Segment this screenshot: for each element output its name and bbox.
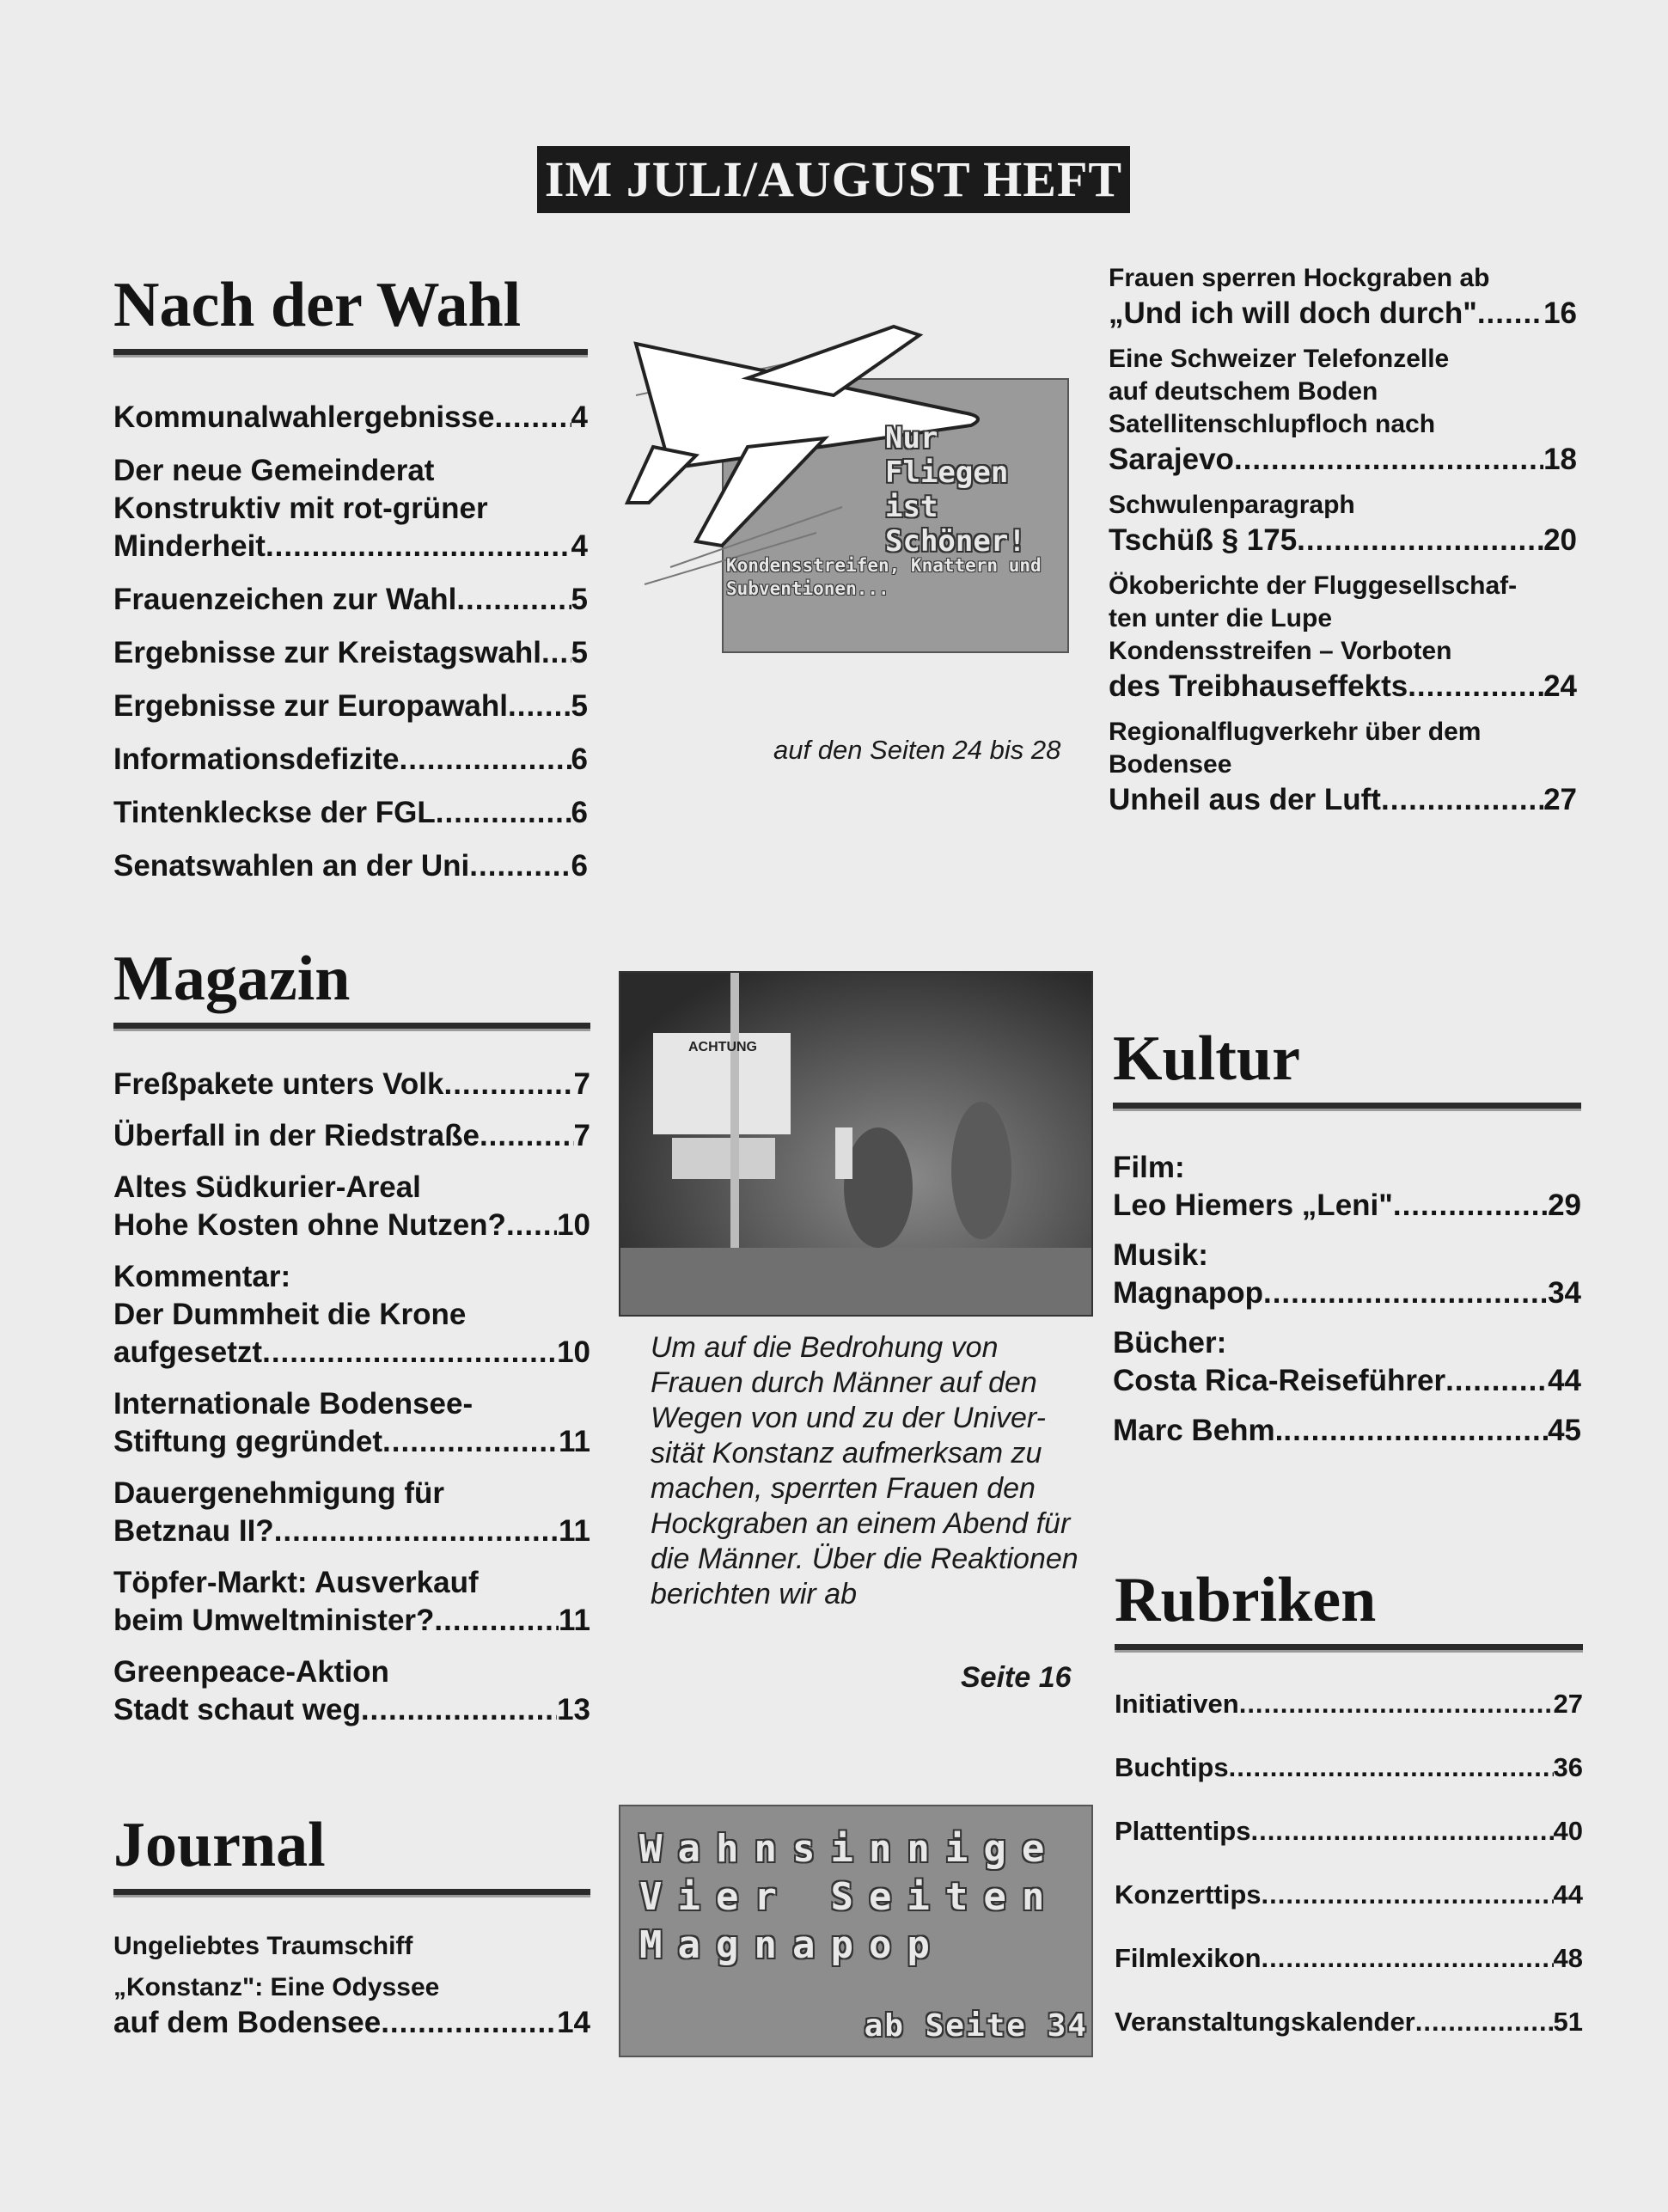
toc-entry-title: Ergebnisse zur Kreistagswahl [113,636,541,669]
toc-entry [113,794,588,832]
toc-entry-subtitle: Frauen sperren Hockgraben ab [1109,264,1490,292]
toc-entry-page: 10 [557,1335,590,1369]
section-title-wahl: Nach der Wahl [113,270,522,340]
toc-entry-subtitle: Der neue Gemeinderat [113,454,435,487]
toc-entry [1115,1878,1583,1912]
toc-entry-title: Magnapop [1113,1276,1263,1310]
dot-leader [1239,1687,1554,1721]
toc-entry-title: Hohe Kosten ohne Nutzen? [113,1208,506,1242]
section-rule [113,1889,590,1897]
section-rule [113,349,588,357]
dot-leader [1250,1814,1553,1848]
toc-entry-line [1109,668,1577,706]
toc-entry-title: Veranstaltungskalender [1115,2007,1415,2037]
toc-entry-title: auf dem Bodensee [113,2006,382,2039]
toc-entry-title: Frauenzeichen zur Wahl [113,583,457,616]
toc-entry-subtitle: Der Dummheit die Krone [113,1298,467,1331]
section-rule [1113,1103,1581,1111]
toc-entry-line [113,1423,590,1461]
dot-leader [494,399,571,437]
toc-entry-page: 13 [557,1693,590,1726]
toc-entry-page: 7 [573,1067,590,1101]
toc-entry-title: Unheil aus der Luft [1109,783,1381,816]
toc-entry-page: 27 [1553,1689,1583,1719]
toc-list-wahl [113,399,588,885]
section-journal [113,1810,590,2050]
dot-leader [266,528,571,565]
toc-entry-subtitle: Konstruktiv mit rot-grüner [113,492,488,525]
toc-entry-line [113,794,588,832]
toc-entry-title: des Treibhauseffekts [1109,669,1408,703]
toc-entry-page: 6 [571,849,588,883]
toc-entry-page: 16 [1543,296,1577,330]
toc-entry-line [1109,781,1577,819]
dot-leader [1283,1412,1548,1450]
toc-entry-line [113,1334,590,1372]
dot-leader [1445,1362,1548,1400]
toc-entry-title: Stiftung gegründet [113,1425,383,1458]
toc-entry-title: Informationsdefizite [113,742,400,776]
dot-leader [400,741,571,779]
toc-entry-page: 5 [571,636,588,669]
dot-leader [1297,522,1543,559]
toc-entry-line [113,2004,590,2042]
toc-entry [1109,262,1577,333]
toc-entry [113,1475,590,1550]
dot-leader [361,1691,557,1729]
toc-entry-page: 11 [559,1425,590,1458]
toc-entry-title: „Und ich will doch durch" [1109,296,1477,330]
section-title-journal: Journal [113,1810,326,1880]
dot-leader [381,2004,557,2042]
toc-entry [113,399,588,437]
toc-entry [113,1564,590,1640]
toc-entry [1115,1814,1583,1848]
plane-headline: Nur Fliegen ist Schöner! [885,421,1026,559]
photo-page-ref: Seite 16 [961,1661,1072,1694]
toc-entry [1115,1751,1583,1785]
toc-entry-line [113,1207,590,1244]
dot-leader [1262,1941,1554,1976]
toc-entry [1113,1149,1581,1225]
toc-entry-line [1115,1814,1583,1848]
toc-entry-line [1115,1941,1583,1976]
toc-entry-subtitle: Ökoberichte der Fluggesellschaf- [1109,571,1518,600]
toc-entry-title: aufgesetzt [113,1335,263,1369]
toc-entry-page: 4 [571,400,588,434]
toc-entry-title: Costa Rica-Reiseführer [1113,1364,1446,1397]
toc-entry-page: 11 [559,1604,590,1637]
toc-entry-page: 44 [1553,1879,1583,1910]
toc-entry [113,1930,590,1963]
toc-entry-page: 4 [571,529,588,563]
toc-entry [1113,1237,1581,1312]
dot-leader [434,1602,559,1640]
toc-entry [1115,2005,1583,2039]
toc-entry-line [1115,1751,1583,1785]
toc-entry-page: 51 [1553,2007,1583,2037]
toc-entry-subtitle: Greenpeace-Aktion [113,1655,389,1689]
toc-entry-subtitle: ten unter die Lupe [1109,604,1333,632]
toc-entry-page: 20 [1543,523,1577,557]
toc-entry-page: 44 [1548,1364,1581,1397]
magnapop-promo [619,1805,1093,2057]
magnapop-headline: Wahnsinnige Vier Seiten Magnapop [639,1827,1060,1967]
sign-text: ACHTUNG [688,1040,757,1054]
dot-leader [1393,1187,1548,1225]
dot-leader [506,1207,557,1244]
toc-entry-line [1113,1187,1581,1225]
dot-leader [1381,781,1543,819]
dot-leader [1477,295,1543,333]
toc-entry-title: Betznau II? [113,1514,274,1548]
photo-caption: Um auf die Bedrohung von Frauen durch Männer auf den Wegen von und zu der Univer-sität Konstanz aufmerksam zu machen, sperrten Frauen den Hockgraben an einem Abend für die Männer. Über die Reaktionen berichten wir ab [651,1331,1078,1610]
toc-entry-page: 34 [1548,1276,1581,1310]
toc-entry-page: 11 [559,1514,590,1548]
dot-leader [541,634,571,672]
dot-leader [1415,2005,1554,2039]
toc-entry-page: 36 [1553,1752,1583,1782]
plane-subline: Kondensstreifen, Knattern und Subventionen... [726,555,1042,599]
toc-entry [1115,1687,1583,1721]
toc-entry-title: Plattentips [1115,1816,1251,1846]
toc-entry-page: 40 [1553,1816,1583,1846]
toc-entry-line [1109,295,1577,333]
toc-entry [113,452,588,565]
toc-entry [113,1385,590,1461]
toc-entry-title: beim Umweltminister? [113,1604,435,1637]
toc-entry-page: 10 [557,1208,590,1242]
toc-entry-line [1113,1412,1581,1450]
toc-entry [113,1117,590,1155]
toc-entry-line [113,847,588,885]
section-rule [1115,1644,1583,1653]
toc-list-right [1109,262,1577,819]
toc-entry-line [113,1117,590,1155]
toc-entry-line [113,1691,590,1729]
toc-entry-page: 27 [1543,783,1577,816]
toc-entry-subtitle: Eine Schweizer Telefonzelle [1109,345,1450,373]
toc-entry [113,581,588,619]
toc-entry [1109,570,1577,706]
section-rubriken [1115,1565,1583,2068]
plane-promo [619,318,1074,653]
magnapop-page-ref: ab Seite 34 [864,2008,1088,2044]
toc-list-rubriken [1115,1687,1583,2039]
toc-entry-page: 6 [571,796,588,829]
toc-entry-page: 45 [1548,1414,1581,1447]
dot-leader [382,1423,559,1461]
toc-entry-line [113,1066,590,1103]
section-rule [113,1023,590,1031]
toc-entry-subtitle: Musik: [1113,1238,1208,1272]
toc-entry-line [1115,1878,1583,1912]
dot-leader [469,847,571,885]
toc-entry-subtitle: Dauergenehmigung für [113,1476,445,1510]
toc-entry [113,1653,590,1729]
section-title-rubriken: Rubriken [1115,1565,1377,1635]
dot-leader [1263,1274,1548,1312]
toc-entry [1109,343,1577,479]
toc-entry-line [1113,1362,1581,1400]
dot-leader [1234,441,1543,479]
issue-banner: IM JULI/AUGUST HEFT [537,146,1130,213]
toc-entry-line [113,687,588,725]
toc-entry-subtitle: Kondensstreifen – Vorboten [1109,637,1452,665]
hockgraben-photo [619,971,1093,1317]
toc-entry-title: Senatswahlen an der Uni [113,849,470,883]
section-kultur [1113,1024,1581,1462]
toc-entry-title: Überfall in der Riedstraße [113,1119,480,1152]
toc-entry [113,1258,590,1372]
toc-entry [113,741,588,779]
toc-entry-page: 48 [1553,1943,1583,1973]
toc-entry [1115,1941,1583,1976]
dot-leader [443,1066,573,1103]
dot-leader [1408,668,1543,706]
toc-entry-title: Kommunalwahlergebnisse [113,400,495,434]
toc-entry-page: 5 [571,583,588,616]
toc-list-kultur [1113,1149,1581,1450]
section-right-top [1109,262,1577,829]
toc-entry-line [1115,1687,1583,1721]
toc-entry-page: 14 [557,2006,590,2039]
toc-entry [1113,1412,1581,1450]
toc-entry [1109,489,1577,559]
toc-entry-title: Tschüß § 175 [1109,523,1298,557]
toc-entry-line [113,581,588,619]
toc-entry-title: Marc Behm. [1113,1414,1284,1447]
toc-entry-line [1109,441,1577,479]
toc-entry-subtitle: Internationale Bodensee- [113,1387,474,1421]
toc-entry-page: 24 [1543,669,1577,703]
toc-entry-subtitle: Altes Südkurier-Areal [113,1170,421,1204]
toc-entry [113,1066,590,1103]
toc-entry [1109,716,1577,819]
toc-entry-title: Ergebnisse zur Europawahl [113,689,508,723]
toc-entry-title: Minderheit [113,529,266,563]
photo-scene [620,973,1091,1315]
toc-entry-line [1115,2005,1583,2039]
section-title-kultur: Kultur [1113,1024,1300,1094]
toc-entry-line [113,1512,590,1550]
dot-leader [436,794,571,832]
dot-leader [262,1334,557,1372]
toc-entry-page: 29 [1548,1188,1581,1222]
toc-entry-title: Konzerttips [1115,1879,1262,1910]
toc-entry-subtitle: Film: [1113,1151,1185,1184]
toc-entry-line [113,634,588,672]
toc-entry-subtitle: Kommentar: [113,1260,291,1293]
toc-entry-subtitle: Ungeliebtes Traumschiff [113,1932,413,1960]
toc-entry-page: 18 [1543,443,1577,476]
section-wahl [113,270,588,901]
toc-entry-subtitle: Satellitenschlupfloch nach [1109,410,1436,438]
toc-entry [113,847,588,885]
dot-leader [508,687,571,725]
toc-entry-title: Buchtips [1115,1752,1229,1782]
toc-entry-line [113,399,588,437]
toc-entry-title: Tintenkleckse der FGL [113,796,436,829]
toc-entry-line [113,528,588,565]
toc-entry-title: Initiativen [1115,1689,1239,1719]
toc-entry-page: 6 [571,742,588,776]
toc-entry-title: Filmlexikon [1115,1943,1262,1973]
plane-caption: auf den Seiten 24 bis 28 [773,735,1061,765]
toc-entry-subtitle: Bücher: [1113,1326,1227,1360]
toc-entry-subtitle: Schwulenparagraph [1109,491,1355,519]
toc-entry [1113,1324,1581,1400]
toc-entry [113,1971,590,2042]
toc-entry-title: Sarajevo [1109,443,1234,476]
dot-leader [1262,1878,1554,1912]
toc-entry-line [1113,1274,1581,1312]
dot-leader [456,581,571,619]
toc-entry-subtitle: Töpfer-Markt: Ausverkauf [113,1566,479,1599]
toc-entry [113,634,588,672]
toc-entry-subtitle: Regionalflugverkehr über dem [1109,718,1482,746]
toc-entry-title: Freßpakete unters Volk [113,1067,444,1101]
toc-entry-line [113,741,588,779]
toc-entry-line [1109,522,1577,559]
toc-entry-title: Leo Hiemers „Leni" [1113,1188,1393,1222]
dot-leader [274,1512,559,1550]
section-magazin [113,944,590,1743]
toc-entry-subtitle: „Konstanz": Eine Odyssee [113,1973,440,2001]
section-title-magazin: Magazin [113,944,351,1014]
toc-entry-subtitle: Bodensee [1109,750,1232,779]
toc-entry-page: 5 [571,689,588,723]
toc-list-magazin [113,1066,590,1729]
dot-leader [480,1117,574,1155]
dot-leader [1229,1751,1554,1785]
toc-entry [113,1169,590,1244]
toc-entry-line [113,1602,590,1640]
toc-entry-subtitle: auf deutschem Boden [1109,377,1378,406]
toc-entry-page: 7 [573,1119,590,1152]
toc-entry-title: Stadt schaut weg [113,1693,361,1726]
toc-list-journal [113,1930,590,2042]
toc-entry [113,687,588,725]
